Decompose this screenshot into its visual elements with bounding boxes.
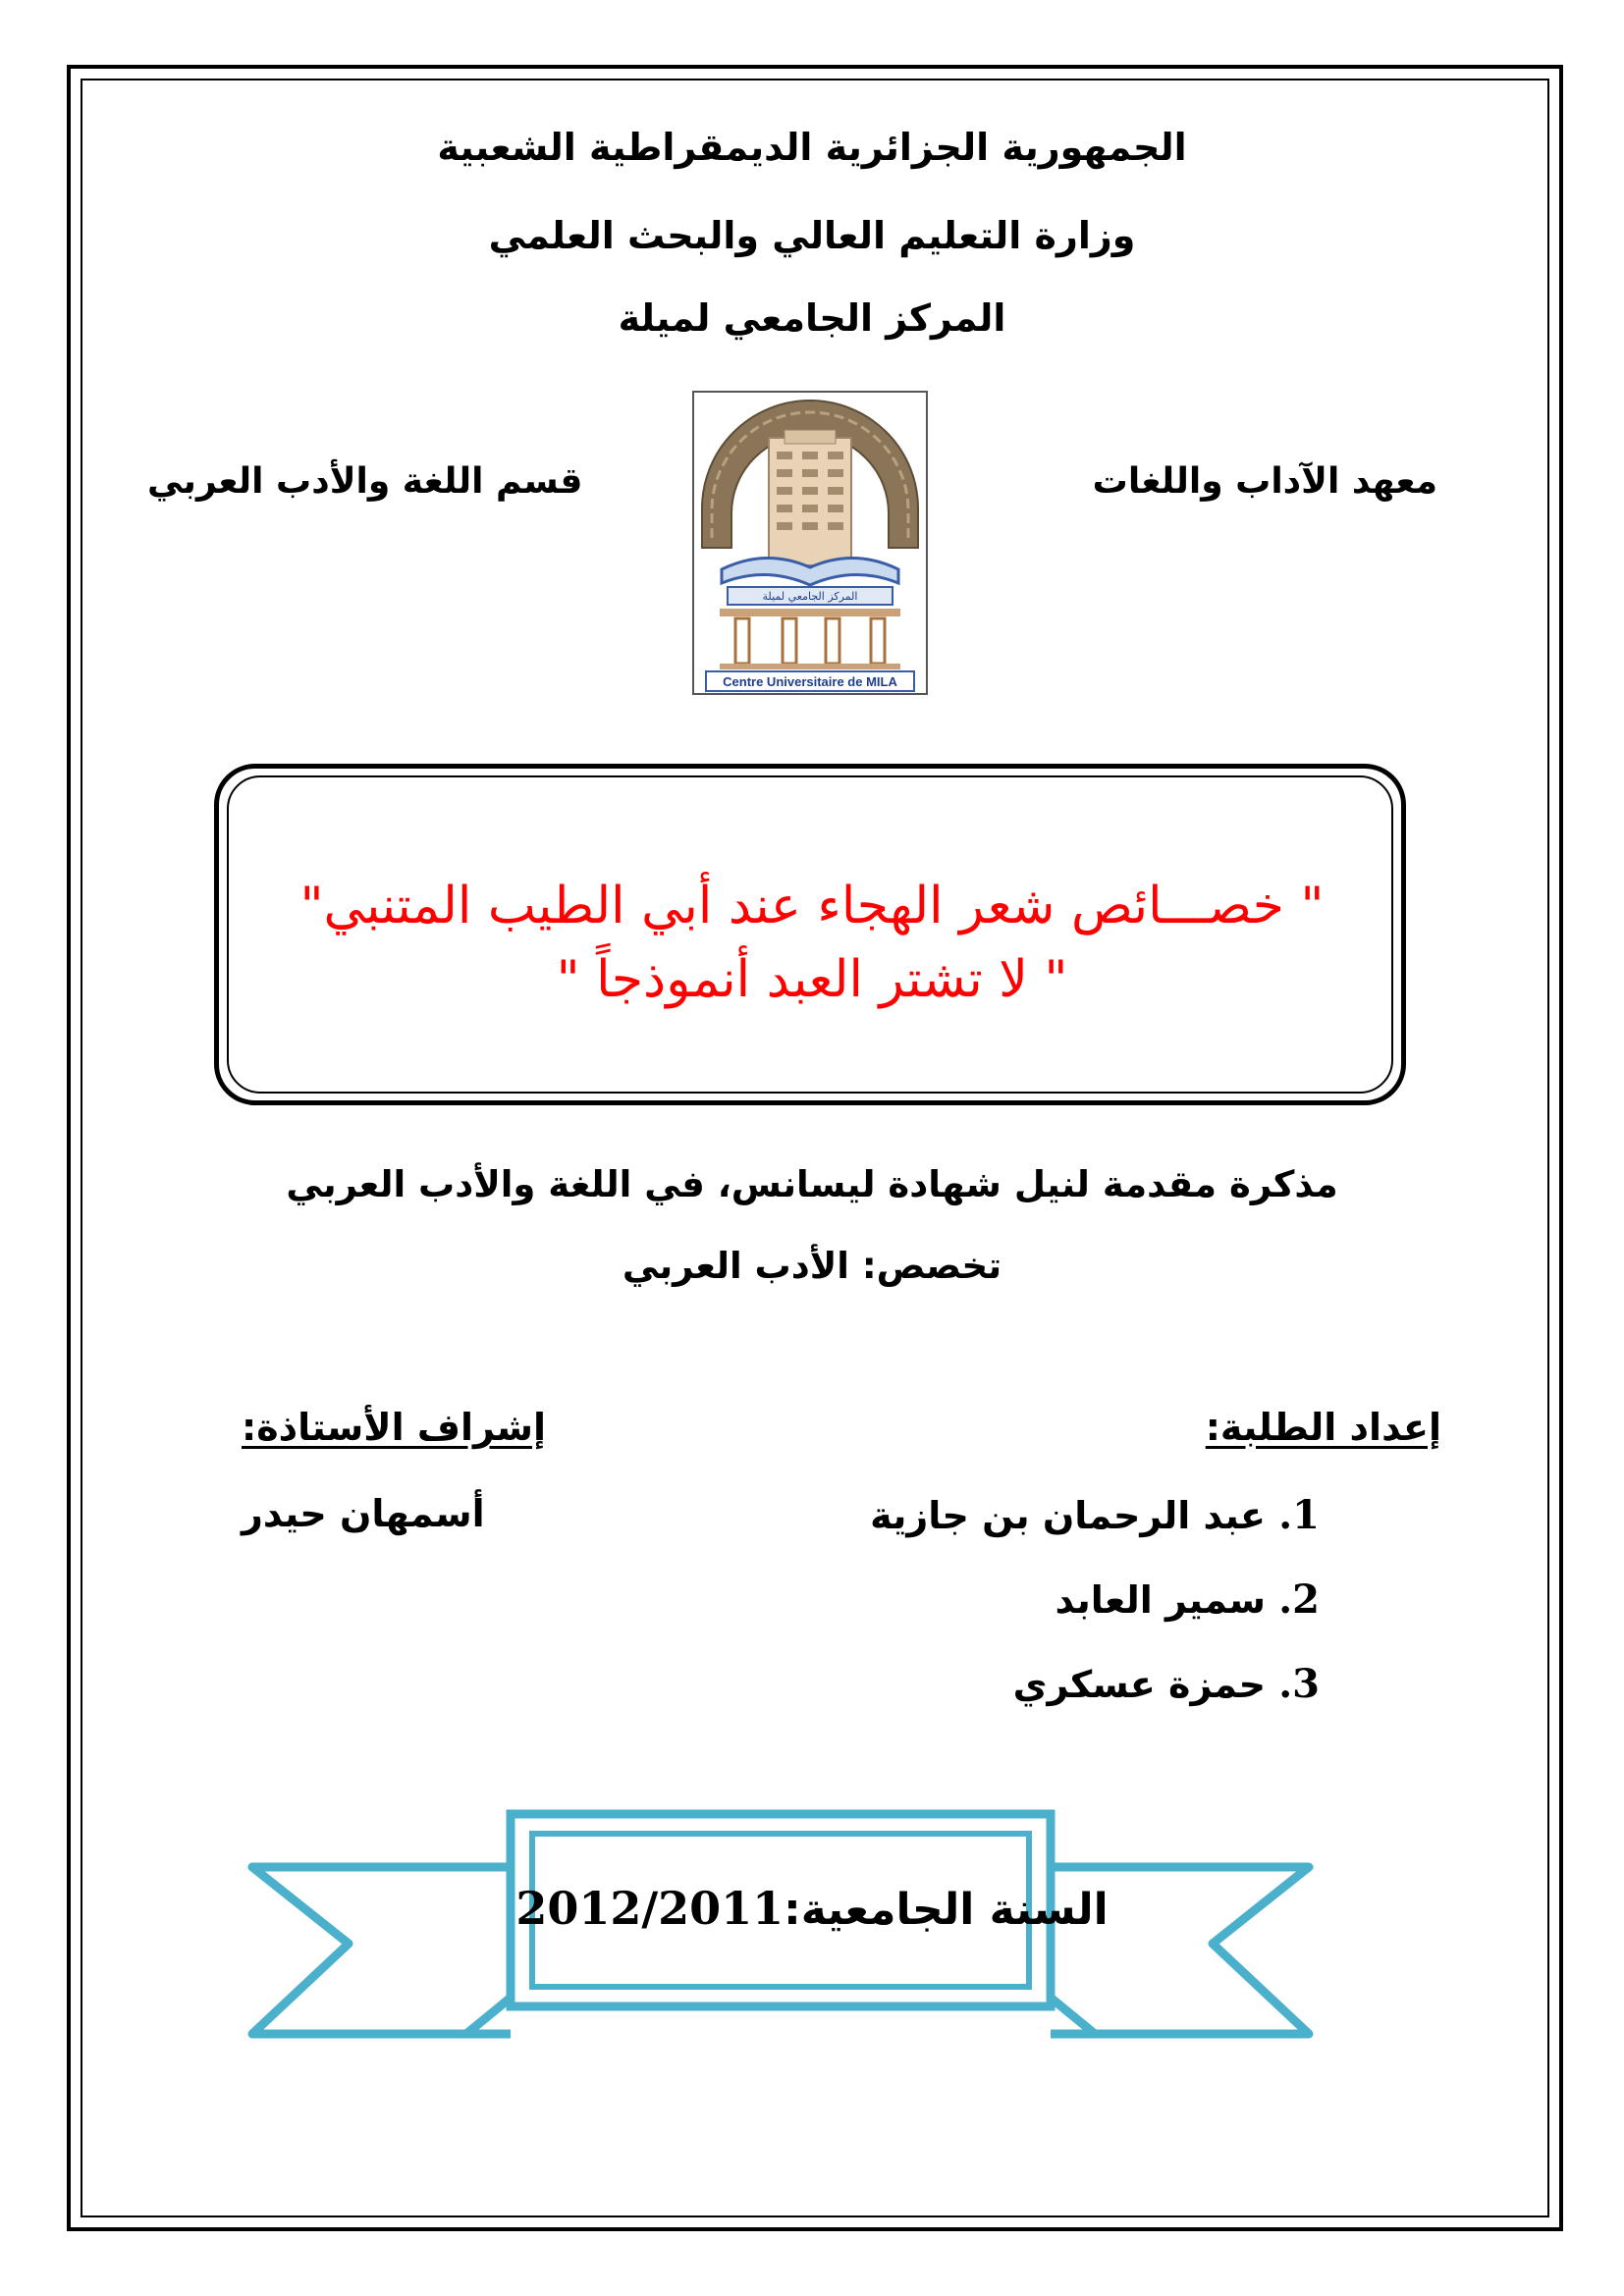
supervisor-name: أسمهان حيدر (242, 1492, 485, 1535)
student-number: 3. (1278, 1661, 1320, 1707)
student-name: عبد الرحمان بن جازية (870, 1494, 1279, 1537)
thesis-title-line2: " لا تشتر العبد أنموذجاً " (556, 950, 1068, 1009)
ministry-heading: وزارة التعليم العالي والبحث العلمي (488, 214, 1136, 257)
academic-year (0, 1882, 1624, 1935)
republic-heading: الجمهورية الجزائرية الديمقراطية الشعبية (437, 126, 1187, 169)
supervisor-heading: إشراف الأستاذة: (242, 1406, 547, 1449)
logo-arabic-text: المركز الجامعي لميلة (762, 590, 858, 603)
academic-year-value: 2012/2011 (515, 1882, 785, 1935)
student-item-1 (870, 1492, 1320, 1538)
student-number: 1. (1278, 1492, 1320, 1538)
student-name: سمير العابد (1055, 1578, 1279, 1622)
thesis-title-line1: " خصـــائص شعر الهجاء عند أبي الطيب المتنبي" (299, 877, 1325, 935)
student-number: 2. (1278, 1576, 1320, 1623)
logo-caption: Centre Universitaire de MILA (723, 674, 897, 689)
university-logo (692, 391, 928, 695)
memo-specialty: تخصص: الأدب العربي (622, 1245, 1002, 1287)
center-heading: المركز الجامعي لميلة (618, 296, 1006, 340)
student-item-2 (1056, 1576, 1320, 1623)
department-label: قسم اللغة والأدب العربي (147, 461, 583, 502)
memo-purpose: مذكرة مقدمة لنيل شهادة ليسانس، في اللغة والأدب العربي (286, 1163, 1338, 1205)
students-heading: إعداد الطلبة: (1205, 1406, 1441, 1449)
student-name: حمزة عسكري (1012, 1663, 1279, 1706)
academic-year-label: السنة الجامعية: (784, 1885, 1109, 1935)
institute-label: معهد الآداب واللغات (1092, 461, 1437, 502)
student-item-3 (1013, 1661, 1320, 1707)
